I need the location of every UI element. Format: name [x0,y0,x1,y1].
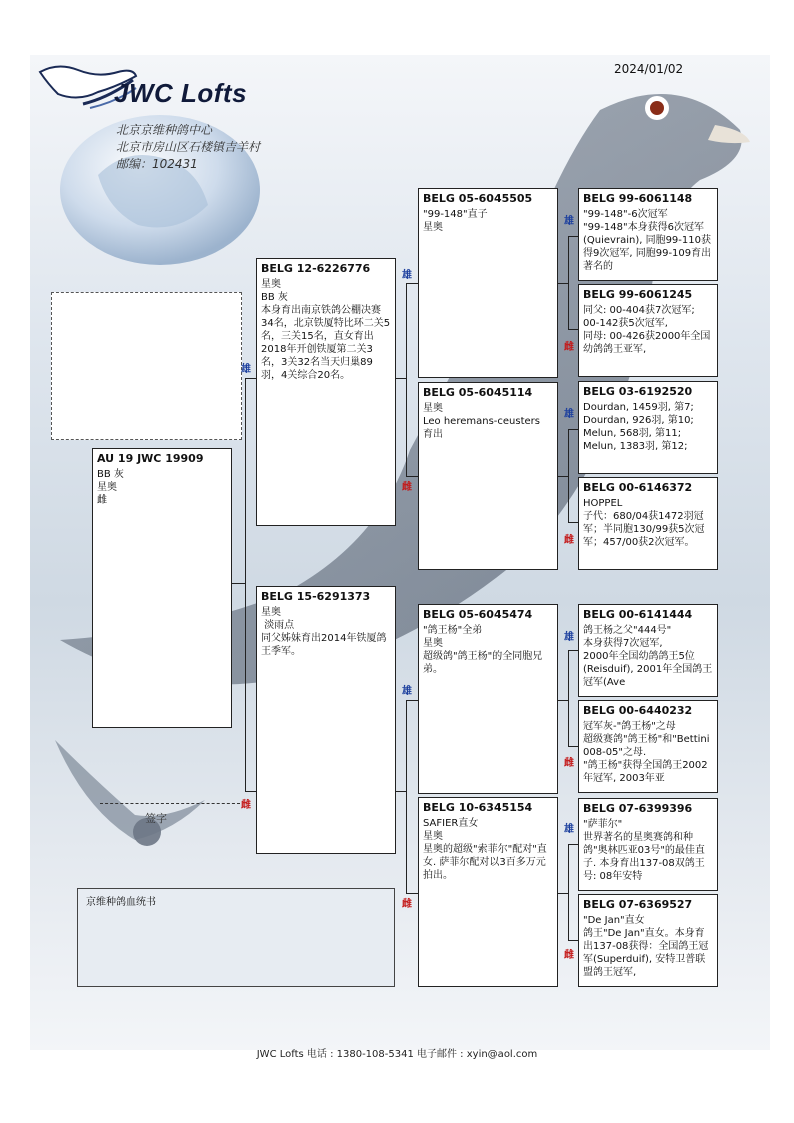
ring-number: BELG 05-6045474 [423,608,533,621]
ring-number: BELG 12-6226776 [261,262,371,275]
ring-number: BELG 00-6440232 [583,704,693,717]
female-symbol: 雌 [241,800,251,811]
detail-line: 同母: 00-426获2000年全国幼鸽鸽王亚军, [583,331,711,355]
detail-line: BB 灰 [261,292,288,303]
great-grandsire-card[interactable] [578,381,718,474]
female-symbol: 雌 [564,950,574,961]
detail-line: "99-148"-6次冠军 [583,209,668,220]
detail-line: 星奥 [423,638,443,649]
connector [557,700,568,701]
logo-text: JWC Lofts [114,78,248,108]
signature-label: 签字 [145,812,167,825]
notes-title: 京维种鸽血统书 [86,897,156,908]
subject-card[interactable] [92,448,232,728]
ring-number: BELG 05-6045114 [423,386,533,399]
great-grandsire-card[interactable] [578,798,718,891]
detail-line: 本身获得7次冠军, [583,638,663,649]
detail-line: Dourdan, 926羽, 第10; [583,415,694,426]
detail-line: 鸽王杨之父"444号" [583,625,672,636]
ring-number: BELG 00-6141444 [583,608,693,621]
sire-card[interactable] [256,258,396,526]
org-name: 北京京维种鸽中心 [116,123,213,137]
address: 北京市房山区石楼镇吉羊村 [116,140,261,154]
notes-box[interactable] [77,888,395,987]
grandsire-card[interactable] [418,604,558,794]
male-symbol: 雄 [564,824,574,835]
date: 2024/01/02 [614,62,684,76]
great-grandsire-card[interactable] [578,188,718,281]
photo-placeholder[interactable] [51,292,242,440]
detail-line: 本身育出南京铁鸽公棚决赛34名，北京铁厦特比环二关5名，三关15名，直女育出2018年开创铁厦第二关3名，3关32名当天归巢89羽，4关综合20名。 [261,305,391,381]
ring-number: BELG 00-6146372 [583,481,693,494]
detail-line: 星奥 [97,482,117,493]
granddam-card[interactable] [418,382,558,570]
detail-line: SAFIER直女 [423,818,479,829]
male-symbol: 雄 [402,270,412,281]
detail-line: 子代：680/04获1472羽冠军；半同胞130/99获5次冠军；457/00获2次冠军。 [583,511,705,548]
great-granddam-card[interactable] [578,284,718,377]
female-symbol: 雌 [402,482,412,493]
ring-number: BELG 07-6369527 [583,898,693,911]
female-symbol: 雌 [564,758,574,769]
granddam-card[interactable] [418,797,558,987]
detail-line: 冠军灰-"鸽王杨"之母 [583,721,676,732]
connector [557,476,568,477]
connector [406,283,407,476]
detail-line: 星奥 [261,607,281,618]
female-symbol: 雌 [564,342,574,353]
ring-number: BELG 99-6061148 [583,192,693,205]
ring-number: BELG 05-6045505 [423,192,533,205]
ring-number: AU 19 JWC 19909 [97,452,204,465]
female-symbol: 雌 [402,899,412,910]
detail-line: "De Jan"直女 [583,915,645,926]
female-symbol: 雌 [564,535,574,546]
detail-line: 同父姊妹育出2014年铁厦鸽王季军。 [261,633,387,657]
detail-line: Dourdan, 1459羽, 第7; [583,402,694,413]
ring-number: BELG 03-6192520 [583,385,693,398]
connector [406,283,418,284]
ring-number: BELG 10-6345154 [423,801,533,814]
connector [406,476,418,477]
flying-pigeon-illustration [55,740,215,880]
detail-line: 鸽王"De Jan"直女。本身育出137-08获得：全国鸽王冠军(Superduif), 安特卫普联盟鸽王冠军, [583,928,709,978]
great-grandsire-card[interactable] [578,604,718,697]
detail-line: 世界著名的星奥赛鸽和种鸽"奥林匹亚03号"的最佳直子. 本身育出137-08双鸽王号: 08年安特 [583,832,705,882]
detail-line: "99-148"本身获得6次冠军(Quievrain), 同胞99-110获得9次冠军, 同胞99-109育出著名的 [583,222,712,272]
connector [568,236,569,329]
detail-line: Melun, 568羽, 第11; [583,428,682,439]
male-symbol: 雄 [564,216,574,227]
connector [557,283,568,284]
connector [395,791,406,792]
connector [231,583,245,584]
connector [406,700,418,701]
detail-line: 淡雨点 [261,620,295,631]
male-symbol: 雄 [564,409,574,420]
great-granddam-card[interactable] [578,477,718,570]
detail-line: 星奥 [423,403,443,414]
detail-line: HOPPEL [583,498,623,509]
male-symbol: 雄 [402,686,412,697]
grandsire-card[interactable] [418,188,558,378]
connector [406,893,418,894]
signature-line [100,803,240,804]
detail-line: 同父: 00-404获7次冠军; 00-142获5次冠军, [583,305,698,329]
connector [245,378,246,792]
detail-line: Leo heremans-ceusters 育出 [423,416,544,440]
connector [406,700,407,893]
footer-contact: JWC Lofts 电话 : 1380-108-5341 电子邮件 : xyin@aol.com [256,1049,538,1060]
ring-number: BELG 15-6291373 [261,590,371,603]
detail-line: 星奥 [423,222,443,233]
great-granddam-card[interactable] [578,894,718,987]
detail-line: "鸽王杨"获得全国鸽王2002年冠军, 2003年亚 [583,760,708,784]
connector [568,844,569,940]
ring-number: BELG 07-6399396 [583,802,693,815]
ring-number: BELG 99-6061245 [583,288,693,301]
postcode: 邮编：102431 [116,157,198,171]
detail-line: 星奥的超级"索菲尔"配对"直女. 萨菲尔配对以3百多万元拍出。 [423,844,547,881]
detail-line: "99-148"直子 [423,209,488,220]
detail-line: "鸽王杨"全弟 [423,625,483,636]
connector [557,893,568,894]
detail-line: 星奥 [261,279,281,290]
dam-card[interactable] [256,586,396,854]
detail-line: 星奥 [423,831,443,842]
detail-line: 2000年全国幼鸽鸽王5位(Reisduif), 2001年全国鸽王冠军(Ave [583,651,713,688]
detail-line: 雌 [97,495,107,506]
male-symbol: 雄 [241,364,251,375]
great-granddam-card[interactable] [578,700,718,793]
male-symbol: 雄 [564,632,574,643]
detail-line: BB 灰 [97,469,124,480]
detail-line: 超级赛鸽"鸽王杨"和"Bettini 008-05"之母. [583,734,713,758]
detail-line: 超级鸽"鸽王杨"的全同胞兄弟。 [423,651,543,675]
detail-line: "萨菲尔" [583,819,623,830]
detail-line: Melun, 1383羽, 第12; [583,441,688,452]
connector [568,429,569,522]
connector [568,650,569,746]
connector [395,378,406,379]
